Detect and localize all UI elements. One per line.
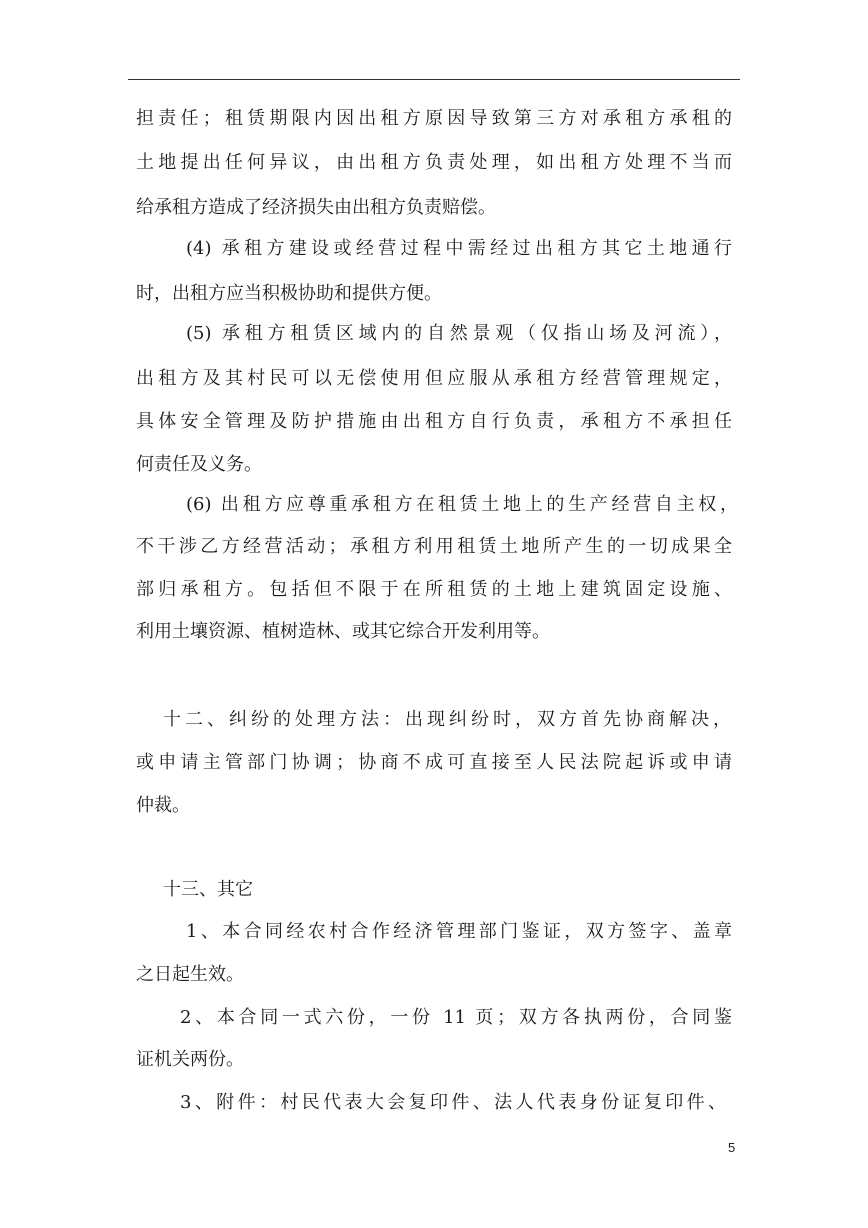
body-line: 时，出租方应当积极协助和提供方便。 — [136, 283, 442, 304]
body-line: 具体安全管理及防护措施由出租方自行负责，承租方不承担任 — [136, 411, 732, 432]
page-number: 5 — [728, 1140, 736, 1155]
body-line: 或申请主管部门协调；协商不成可直接至人民法院起诉或申请 — [136, 752, 732, 773]
section-heading-line: 十三、其它 — [163, 879, 253, 900]
body-line: 给承租方造成了经济损失由出租方负责赔偿。 — [136, 197, 496, 218]
section-heading-line: 十二、纠纷的处理方法：出现纠纷时，双方首先协商解决， — [163, 709, 731, 730]
body-line: 部归承租方。包括但不限于在所租赁的土地上建筑固定设施、 — [136, 579, 732, 600]
body-line: 利用土壤资源、植树造林、或其它综合开发利用等。 — [136, 621, 550, 642]
body-line: 土地提出任何异议，由出租方负责处理，如出租方处理不当而 — [136, 152, 732, 173]
body-line: 出租方及其村民可以无偿使用但应服从承租方经营管理规定， — [136, 368, 732, 389]
body-line: 证机关两份。 — [136, 1049, 244, 1070]
body-line: 2、本合同一式六份，一份 11 页；双方各执两份，合同鉴 — [180, 1007, 732, 1028]
body-line: 担责任；租赁期限内因出租方原因导致第三方对承租方承租的 — [136, 108, 732, 129]
body-line: 1、本合同经农村合作经济管理部门鉴证，双方签字、盖章 — [186, 921, 732, 942]
body-line: (6) 出租方应尊重承租方在租赁土地上的生产经营自主权， — [186, 494, 738, 515]
body-line: 不干涉乙方经营活动；承租方利用租赁土地所产生的一切成果全 — [136, 536, 732, 557]
body-line: 之日起生效。 — [136, 964, 244, 985]
body-line: 3、附件：村民代表大会复印件、法人代表身份证复印件、 — [180, 1092, 726, 1113]
body-line: (4) 承租方建设或经营过程中需经过出租方其它土地通行 — [186, 238, 732, 259]
body-line: 何责任及义务。 — [136, 454, 262, 475]
body-line: 仲裁。 — [136, 795, 190, 816]
header-rule — [128, 79, 740, 80]
body-line: (5) 承租方租赁区域内的自然景观（仅指山场及河流）， — [186, 323, 732, 344]
